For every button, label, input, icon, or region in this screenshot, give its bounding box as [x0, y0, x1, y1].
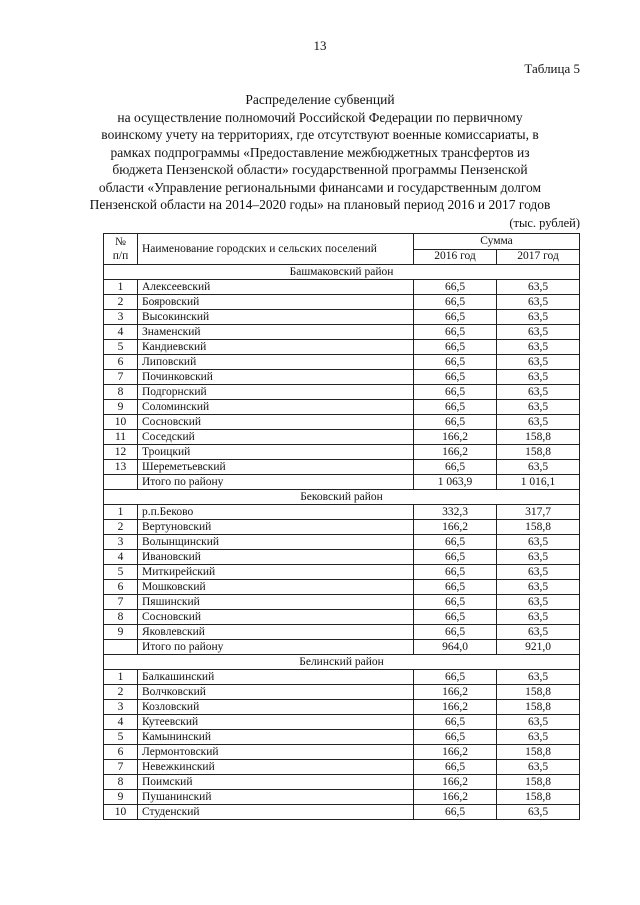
table-row [104, 760, 580, 775]
table-row [104, 610, 580, 625]
row-number: 5 [104, 565, 138, 580]
value-2016: 166,2 [414, 700, 497, 715]
value-2017: 158,8 [497, 520, 580, 535]
row-number: 2 [104, 520, 138, 535]
table-row [104, 520, 580, 535]
value-2017: 63,5 [497, 625, 580, 640]
settlement-name: Высокинский [138, 310, 414, 325]
settlement-name: Балкашинский [138, 670, 414, 685]
section-header-row [104, 265, 580, 280]
value-2016: 66,5 [414, 280, 497, 295]
row-number: 1 [104, 670, 138, 685]
value-2016: 66,5 [414, 760, 497, 775]
table-body [104, 265, 580, 820]
settlement-name: Пушанинский [138, 790, 414, 805]
settlement-name: Поимский [138, 775, 414, 790]
value-2017: 63,5 [497, 610, 580, 625]
table-row [104, 595, 580, 610]
settlement-name: Троицкий [138, 445, 414, 460]
value-2017: 63,5 [497, 415, 580, 430]
value-2017: 63,5 [497, 595, 580, 610]
table-row [104, 565, 580, 580]
title-line: бюджета Пензенской области» государственной программы Пензенской [112, 162, 528, 177]
row-number: 6 [104, 745, 138, 760]
value-2017: 63,5 [497, 385, 580, 400]
table-row [104, 550, 580, 565]
value-2016: 964,0 [414, 640, 497, 655]
value-2017: 63,5 [497, 730, 580, 745]
row-number: 7 [104, 370, 138, 385]
settlement-name: Соседский [138, 430, 414, 445]
settlement-name: Знаменский [138, 325, 414, 340]
table-row [104, 340, 580, 355]
header-name: Наименование городских и сельских поселений [138, 234, 414, 265]
settlement-name: Козловский [138, 700, 414, 715]
title-line: Пензенской области на 2014–2020 годы» на плановый период 2016 и 2017 годов [89, 197, 551, 212]
row-number: 11 [104, 430, 138, 445]
settlement-name: Кутеевский [138, 715, 414, 730]
value-2016: 66,5 [414, 385, 497, 400]
value-2016: 66,5 [414, 610, 497, 625]
document-title [60, 91, 580, 214]
table-row [104, 400, 580, 415]
header-year-2017: 2017 год [497, 249, 580, 265]
table-row [104, 445, 580, 460]
value-2016: 66,5 [414, 400, 497, 415]
value-2016: 166,2 [414, 520, 497, 535]
settlement-name: Волчковский [138, 685, 414, 700]
settlement-name: Студенский [138, 805, 414, 820]
value-2017: 921,0 [497, 640, 580, 655]
table-row [104, 280, 580, 295]
row-number: 9 [104, 790, 138, 805]
settlement-name: Бояровский [138, 295, 414, 310]
value-2017: 158,8 [497, 700, 580, 715]
row-number: 10 [104, 415, 138, 430]
row-number: 7 [104, 760, 138, 775]
value-2016: 166,2 [414, 445, 497, 460]
value-2016: 66,5 [414, 730, 497, 745]
row-number: 12 [104, 445, 138, 460]
total-row [104, 640, 580, 655]
header-sum: Сумма [414, 234, 580, 250]
row-number: 3 [104, 535, 138, 550]
settlement-name: Алексеевский [138, 280, 414, 295]
table-row [104, 775, 580, 790]
title-line: воинскому учету на территориях, где отсутствуют военные комиссариаты, в [101, 127, 539, 142]
table-header [104, 234, 580, 265]
settlement-name: Подгорнский [138, 385, 414, 400]
settlement-name: Мошковский [138, 580, 414, 595]
row-number: 2 [104, 295, 138, 310]
subvention-table [103, 233, 580, 820]
row-number: 3 [104, 700, 138, 715]
row-number: 7 [104, 595, 138, 610]
value-2016: 66,5 [414, 625, 497, 640]
value-2017: 158,8 [497, 775, 580, 790]
value-2016: 66,5 [414, 550, 497, 565]
settlement-name: Невежкинский [138, 760, 414, 775]
value-2017: 63,5 [497, 535, 580, 550]
table-row [104, 670, 580, 685]
value-2016: 166,2 [414, 685, 497, 700]
value-2017: 158,8 [497, 430, 580, 445]
value-2017: 63,5 [497, 370, 580, 385]
settlement-name: Волынщинский [138, 535, 414, 550]
value-2017: 158,8 [497, 685, 580, 700]
page-number: 13 [313, 38, 327, 53]
row-number [104, 640, 138, 655]
row-number: 6 [104, 580, 138, 595]
section-title: Башмаковский район [104, 265, 580, 280]
value-2017: 63,5 [497, 760, 580, 775]
value-2016: 66,5 [414, 340, 497, 355]
value-2017: 63,5 [497, 670, 580, 685]
title-line: Распределение субвенций [245, 92, 395, 107]
title-line: рамках подпрограммы «Предоставление межбюджетных трансфертов из [110, 144, 530, 160]
value-2017: 63,5 [497, 325, 580, 340]
row-number: 1 [104, 505, 138, 520]
header-number [104, 234, 138, 265]
table-row [104, 325, 580, 340]
header-year-2016: 2016 год [414, 249, 497, 265]
table-row [104, 460, 580, 475]
table-row [104, 355, 580, 370]
row-number: 9 [104, 625, 138, 640]
settlement-name: Яковлевский [138, 625, 414, 640]
header-number-line2: п/п [112, 250, 129, 262]
value-2016: 66,5 [414, 535, 497, 550]
value-2017: 63,5 [497, 355, 580, 370]
value-2017: 158,8 [497, 745, 580, 760]
settlement-name: Ивановский [138, 550, 414, 565]
table-row [104, 310, 580, 325]
settlement-name: Сосновский [138, 610, 414, 625]
value-2016: 66,5 [414, 370, 497, 385]
value-2016: 66,5 [414, 310, 497, 325]
settlement-name: Итого по району [138, 640, 414, 655]
title-line: области «Управление региональными финансами и государственным долгом [98, 179, 542, 195]
settlement-name: Миткирейский [138, 565, 414, 580]
settlement-name: Соломинский [138, 400, 414, 415]
table-row [104, 295, 580, 310]
table-row [104, 505, 580, 520]
value-2016: 66,5 [414, 580, 497, 595]
table-row [104, 730, 580, 745]
table-row [104, 625, 580, 640]
value-2017: 63,5 [497, 460, 580, 475]
value-2016: 66,5 [414, 460, 497, 475]
table-row [104, 700, 580, 715]
total-row [104, 475, 580, 490]
value-2017: 63,5 [497, 340, 580, 355]
title-line: на осуществление полномочий Российской Федерации по первичному [117, 109, 523, 125]
settlement-name: Лермонтовский [138, 745, 414, 760]
row-number: 4 [104, 325, 138, 340]
row-number: 9 [104, 400, 138, 415]
row-number: 3 [104, 310, 138, 325]
row-number: 1 [104, 280, 138, 295]
value-2017: 63,5 [497, 295, 580, 310]
table-row [104, 685, 580, 700]
value-2017: 63,5 [497, 565, 580, 580]
value-2016: 66,5 [414, 355, 497, 370]
table-row [104, 805, 580, 820]
settlement-name: Шереметьевский [138, 460, 414, 475]
section-header-row [104, 655, 580, 670]
value-2016: 66,5 [414, 325, 497, 340]
value-2017: 158,8 [497, 790, 580, 805]
table-row [104, 535, 580, 550]
row-number: 4 [104, 715, 138, 730]
value-2016: 66,5 [414, 415, 497, 430]
value-2017: 63,5 [497, 715, 580, 730]
value-2016: 166,2 [414, 775, 497, 790]
table-row [104, 715, 580, 730]
settlement-name: Кандиевский [138, 340, 414, 355]
settlement-name: Вертуновский [138, 520, 414, 535]
settlement-name: Камынинский [138, 730, 414, 745]
value-2016: 166,2 [414, 745, 497, 760]
value-2016: 166,2 [414, 790, 497, 805]
settlement-name: р.п.Беково [138, 505, 414, 520]
row-number: 5 [104, 730, 138, 745]
section-title: Белинский район [104, 655, 580, 670]
table-label: Таблица 5 [524, 61, 580, 76]
row-number: 10 [104, 805, 138, 820]
row-number: 5 [104, 340, 138, 355]
value-2016: 1 063,9 [414, 475, 497, 490]
units-label: (тыс. рублей) [509, 216, 580, 230]
value-2016: 66,5 [414, 670, 497, 685]
value-2017: 1 016,1 [497, 475, 580, 490]
value-2017: 63,5 [497, 400, 580, 415]
settlement-name: Липовский [138, 355, 414, 370]
value-2016: 66,5 [414, 295, 497, 310]
settlement-name: Пяшинский [138, 595, 414, 610]
value-2017: 63,5 [497, 310, 580, 325]
row-number: 2 [104, 685, 138, 700]
row-number: 8 [104, 610, 138, 625]
section-header-row [104, 490, 580, 505]
row-number [104, 475, 138, 490]
value-2016: 66,5 [414, 715, 497, 730]
header-number-line1: № [115, 236, 126, 248]
table-row [104, 745, 580, 760]
value-2017: 317,7 [497, 505, 580, 520]
table-row [104, 580, 580, 595]
value-2016: 66,5 [414, 805, 497, 820]
value-2016: 66,5 [414, 595, 497, 610]
table-row [104, 415, 580, 430]
row-number: 13 [104, 460, 138, 475]
value-2017: 158,8 [497, 445, 580, 460]
row-number: 6 [104, 355, 138, 370]
section-title: Бековский район [104, 490, 580, 505]
table-row [104, 430, 580, 445]
settlement-name: Итого по району [138, 475, 414, 490]
table-row [104, 790, 580, 805]
value-2017: 63,5 [497, 550, 580, 565]
value-2017: 63,5 [497, 805, 580, 820]
value-2016: 166,2 [414, 430, 497, 445]
value-2016: 332,3 [414, 505, 497, 520]
settlement-name: Сосновский [138, 415, 414, 430]
row-number: 4 [104, 550, 138, 565]
row-number: 8 [104, 385, 138, 400]
row-number: 8 [104, 775, 138, 790]
value-2017: 63,5 [497, 280, 580, 295]
table-row [104, 370, 580, 385]
value-2017: 63,5 [497, 580, 580, 595]
settlement-name: Починковский [138, 370, 414, 385]
table-row [104, 385, 580, 400]
value-2016: 66,5 [414, 565, 497, 580]
